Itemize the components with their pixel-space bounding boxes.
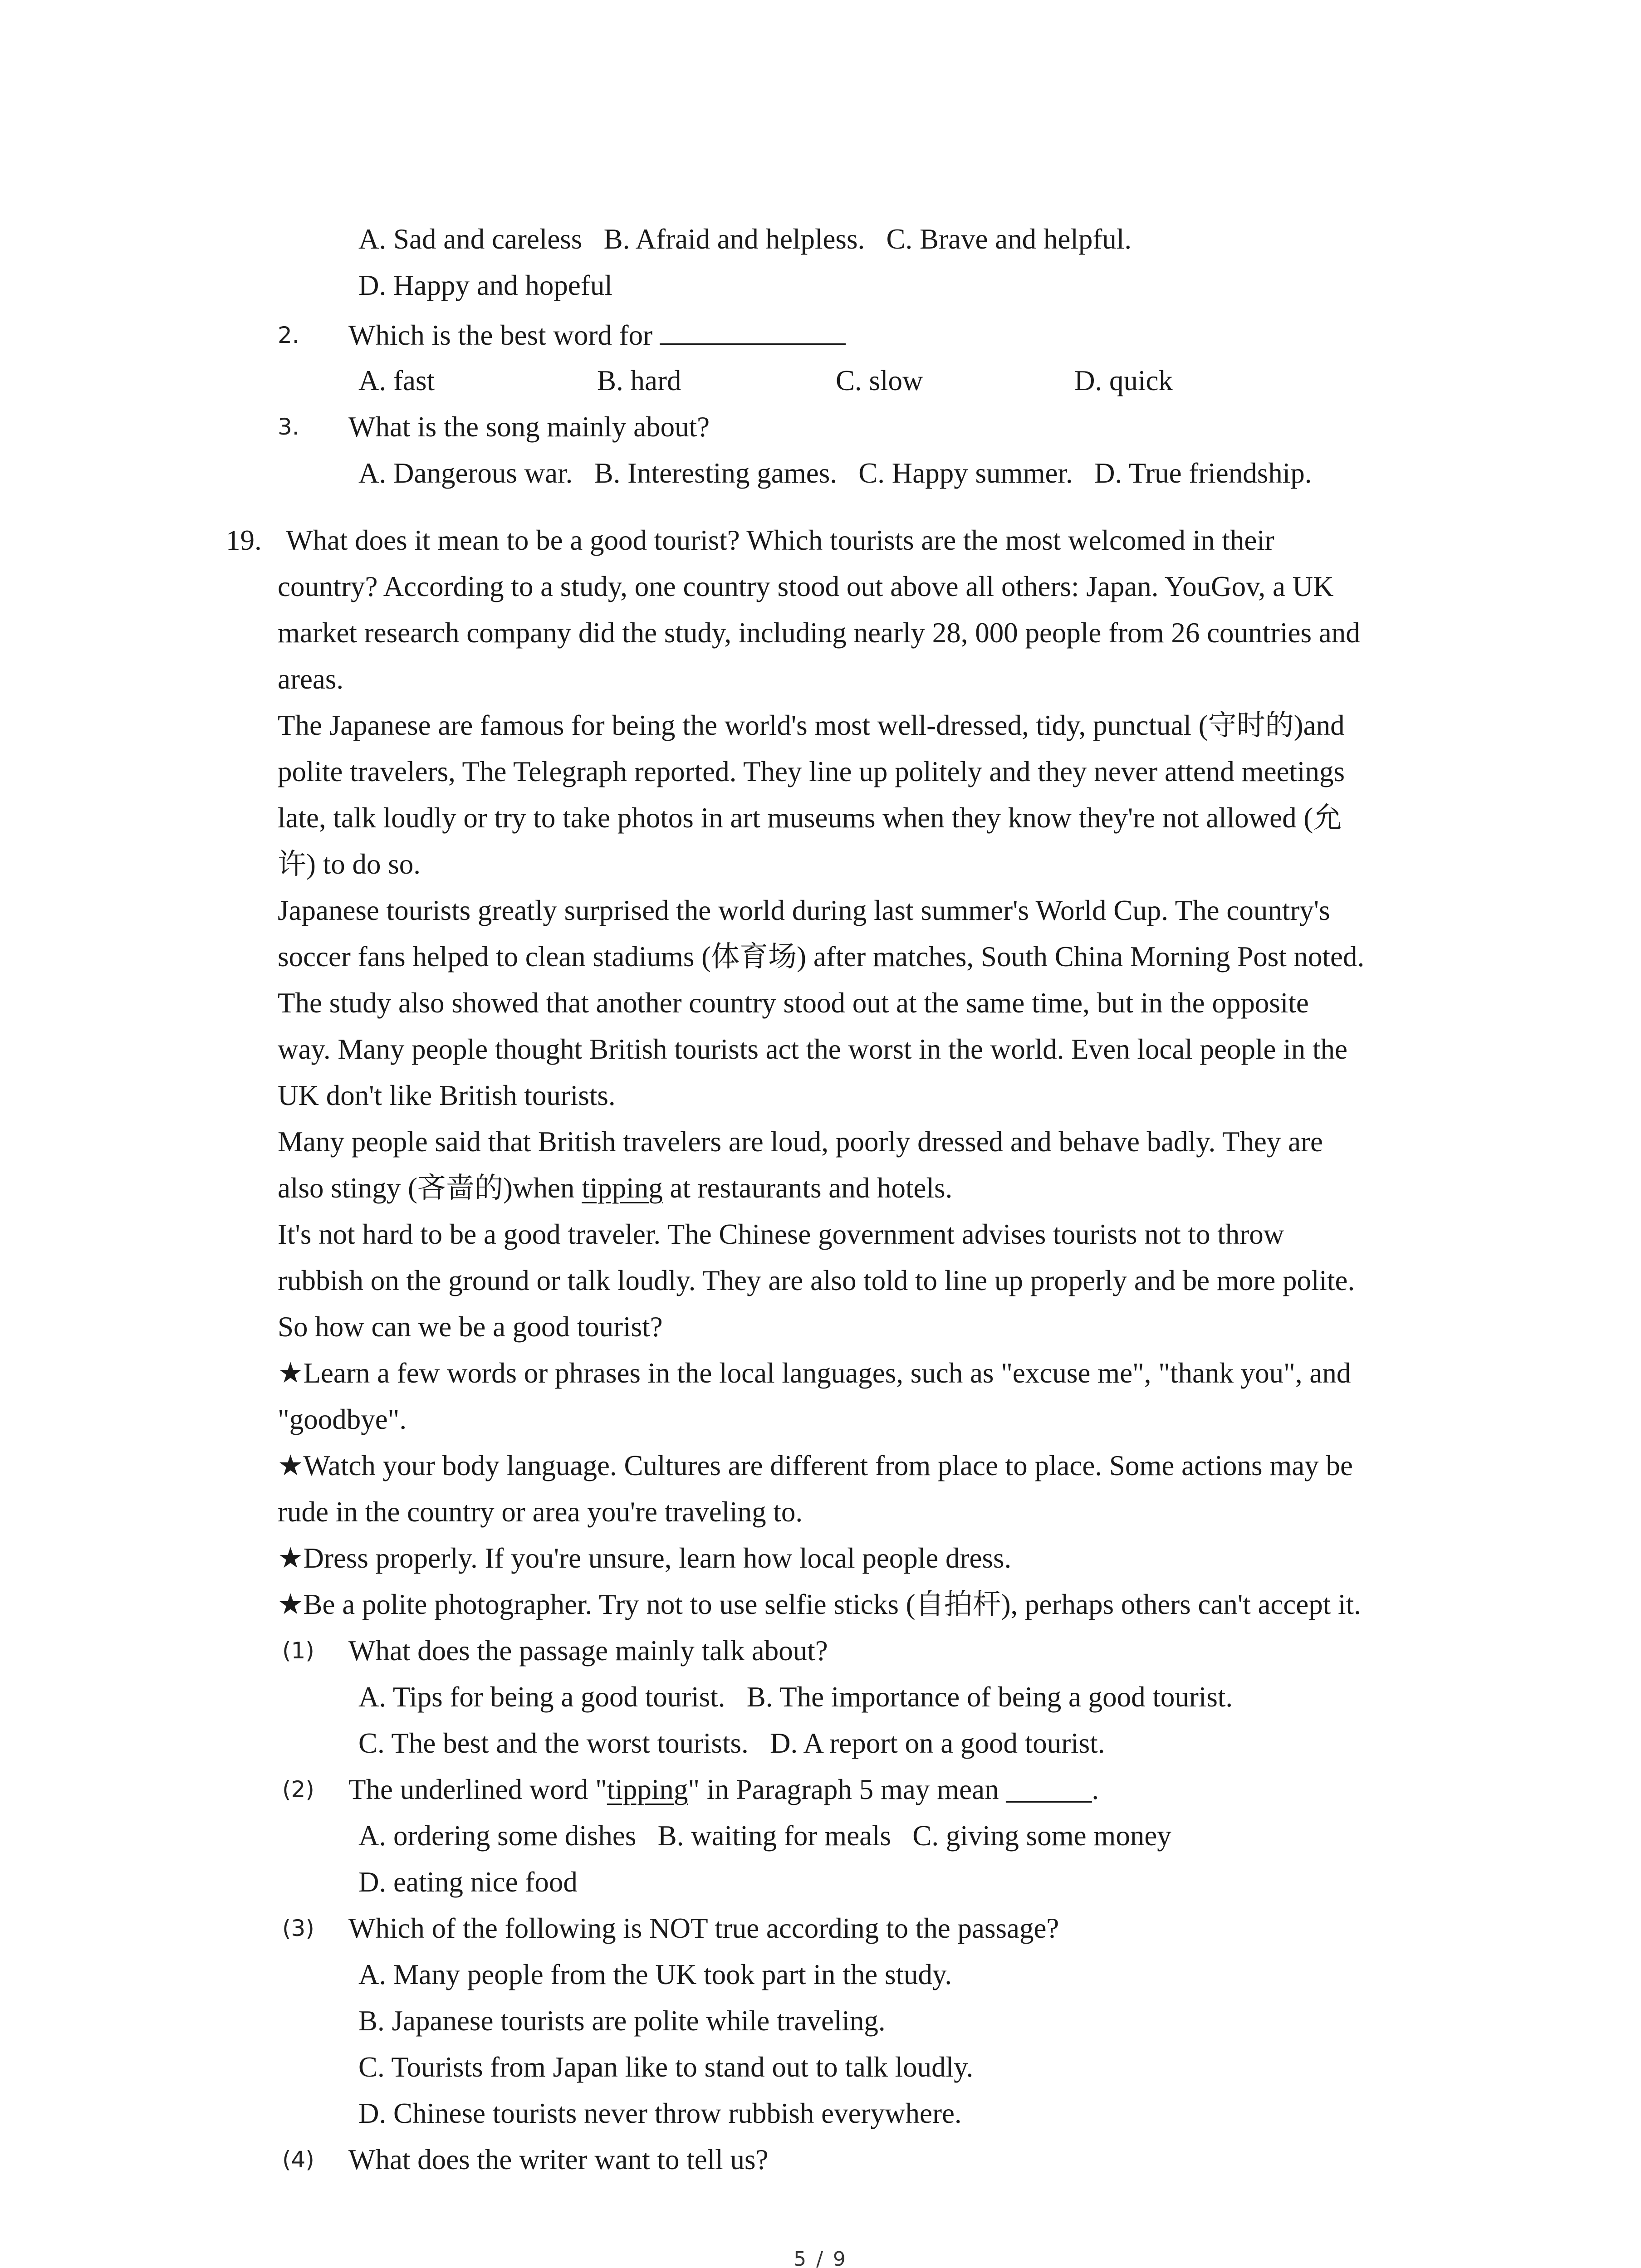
passage-text: at restaurants and hotels. [662, 1172, 953, 1204]
underlined-word: tipping [607, 1774, 688, 1805]
passage-line: Many people said that British travelers are loud, poorly dressed and behave badly. They are [278, 1126, 1323, 1158]
passage-line-tipping [278, 1165, 952, 1211]
passage-line: rude in the country or area you're traveling to. [278, 1496, 803, 1528]
q18-1-options-line-1: A. Sad and careless B. Afraid and helpless. C. Brave and helpful. [358, 223, 1132, 255]
options-line: D. eating nice food [358, 1866, 578, 1898]
q19-number: 19. [226, 524, 262, 556]
passage-line: The Japanese are famous for being the world's most well-dressed, tidy, punctual (守时的)and [278, 709, 1345, 741]
sub-question-number: (2) [282, 1776, 314, 1803]
passage-line: country? According to a study, one country stood out above all others: Japan. YouGov, a UK [278, 571, 1334, 602]
q18-2-option-d: D. quick [1074, 365, 1173, 396]
q18-2-option-c: C. slow [836, 365, 923, 396]
underlined-word: tipping [582, 1172, 663, 1204]
page-number: 5 / 9 [794, 2248, 847, 2268]
q18-3-number: 3. [278, 414, 299, 440]
sub-question-stem: What does the writer want to tell us? [348, 2144, 769, 2175]
sub-question-number: (4) [282, 2146, 314, 2173]
passage-line: 许) to do so. [278, 848, 421, 880]
sub-question-stem: Which of the following is NOT true according to the passage? [348, 1912, 1059, 1944]
sub-question-number: (1) [282, 1637, 314, 1664]
option: B. Japanese tourists are polite while traveling. [358, 2005, 886, 2037]
passage-line: It's not hard to be a good traveler. The Chinese government advises tourists not to throw [278, 1218, 1284, 1250]
q18-3-stem: What is the song mainly about? [348, 411, 710, 443]
options-line: A. Tips for being a good tourist. B. The importance of being a good tourist. [358, 1681, 1233, 1713]
passage-line: late, talk loudly or try to take photos in art museums when they know they're not allowed (允 [278, 802, 1342, 834]
q18-3-options: A. Dangerous war. B. Interesting games. C. Happy summer. D. True friendship. [358, 457, 1312, 489]
q18-2-stem [348, 312, 846, 358]
q18-2-option-a: A. fast [358, 365, 435, 396]
q18-2-stem-text: Which is the best word for [348, 319, 653, 351]
tip-item: ★Watch your body language. Cultures are different from place to place. Some actions may be [278, 1450, 1353, 1481]
passage-line: market research company did the study, including nearly 28, 000 people from 26 countries and [278, 617, 1360, 649]
passage-text: also stingy (吝啬的)when [278, 1172, 582, 1204]
option: C. Tourists from Japan like to stand out to talk loudly. [358, 2051, 974, 2083]
tip-item: ★Learn a few words or phrases in the local languages, such as "excuse me", "thank you", and [278, 1357, 1351, 1389]
passage-line: polite travelers, The Telegraph reported. They line up politely and they never attend meetings [278, 756, 1345, 787]
q18-2-option-b: B. hard [597, 365, 681, 396]
option: A. Many people from the UK took part in the study. [358, 1959, 952, 1990]
passage-line: "goodbye". [278, 1403, 407, 1435]
sub-question-number: (3) [282, 1915, 314, 1941]
tip-item: ★Be a polite photographer. Try not to use selfie sticks (自拍杆), perhaps others can't accept it. [278, 1589, 1361, 1620]
q18-1-options-line-2: D. Happy and hopeful [358, 269, 612, 301]
q18-2-number: 2. [278, 322, 299, 348]
passage-line: UK don't like British tourists. [278, 1080, 616, 1111]
options-line: A. ordering some dishes B. waiting for meals C. giving some money [358, 1820, 1171, 1852]
passage-line: So how can we be a good tourist? [278, 1311, 663, 1343]
stem-text: The underlined word " [348, 1774, 607, 1805]
passage-line: rubbish on the ground or talk loudly. They are also told to line up properly and be more polite. [278, 1265, 1355, 1296]
answer-blank [660, 316, 846, 345]
passage-line: areas. [278, 663, 344, 695]
options-line: C. The best and the worst tourists. D. A report on a good tourist. [358, 1727, 1105, 1759]
sub-question-stem: What does the passage mainly talk about? [348, 1635, 828, 1667]
passage-line: What does it mean to be a good tourist? Which tourists are the most welcomed in their [286, 524, 1274, 556]
passage-line: soccer fans helped to clean stadiums (体育场) after matches, South China Morning Post noted. [278, 941, 1365, 973]
passage-line: way. Many people thought British tourists act the worst in the world. Even local people in the [278, 1033, 1347, 1065]
tip-item: ★Dress properly. If you're unsure, learn how local people dress. [278, 1542, 1012, 1574]
passage-line: Japanese tourists greatly surprised the world during last summer's World Cup. The country's [278, 894, 1330, 926]
sub-question-stem [348, 1766, 1099, 1813]
option: D. Chinese tourists never throw rubbish everywhere. [358, 2097, 962, 2129]
passage-line: The study also showed that another country stood out at the same time, but in the opposite [278, 987, 1309, 1019]
stem-text: " in Paragraph 5 may mean ______. [688, 1774, 1099, 1805]
